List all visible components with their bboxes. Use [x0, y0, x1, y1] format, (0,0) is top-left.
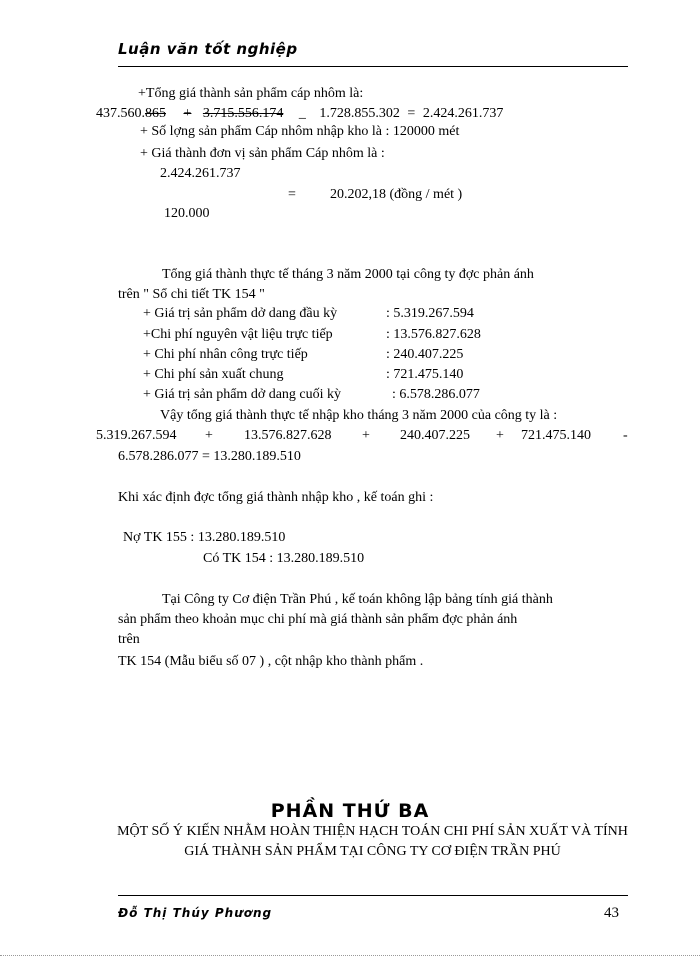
unit-price-label: + Giá thành đơn vị sản phẩm Cáp nhôm là : — [140, 146, 385, 161]
eq-term-a: 437.560. — [96, 106, 145, 121]
closing-para-line2: sản phẩm theo khoản mục chi phí mà giá thành sản phẩm đợc phản ánh — [118, 612, 518, 627]
journal-debit: Nợ TK 155 : 13.280.189.510 — [123, 530, 286, 545]
running-header: Luận văn tốt nghiệp — [118, 40, 298, 58]
cost-item-label: + Giá trị sản phẩm dở dang cuối kỳ — [143, 387, 342, 402]
unit-price-result: 20.202,18 (đồng / mét ) — [330, 187, 463, 202]
sum-term: 5.319.267.594 — [96, 428, 177, 443]
cost-item-value: : 240.407.225 — [386, 347, 464, 362]
cost-item-value: : 6.578.286.077 — [392, 387, 480, 402]
sum-term: 240.407.225 — [400, 428, 470, 443]
fraction-denominator: 120.000 — [164, 206, 210, 221]
page-edge-dotted-line — [0, 955, 700, 956]
part-title: PHẦN THỨ BA — [270, 800, 430, 822]
eq-result: 2.424.261.737 — [422, 106, 504, 121]
eq-plus: + — [183, 106, 192, 121]
cable-cost-heading: +Tổng giá thành sản phẩm cáp nhôm là: — [138, 86, 364, 101]
sum-expression — [0, 428, 700, 448]
part-subtitle: MỘT SỐ Ý KIẾN NHẰM HOÀN THIỆN HẠCH TOÁN CHI PHÍ SẢN XUẤT VÀ TÍNH GIÁ THÀNH SẢN PHẨM TẠI CÔNG TY CƠ ĐIỆN TRẦN PHÚ — [117, 824, 628, 859]
fraction-numerator: 2.424.261.737 — [160, 166, 241, 181]
cable-cost-equation — [96, 106, 503, 122]
cost-item-value: : 5.319.267.594 — [386, 306, 474, 321]
closing-para-line4: TK 154 (Mẫu biểu số 07 ) , cột nhập kho thành phẩm . — [118, 654, 424, 669]
closing-para-line1: Tại Công ty Cơ điện Trần Phú , kế toán không lập bảng tính giá thành — [162, 592, 553, 607]
cost-item-label: +Chi phí nguyên vật liệu trực tiếp — [143, 327, 333, 342]
footer-author: Đỗ Thị Thúy Phương — [118, 906, 273, 920]
sum-line2: 6.578.286.077 = 13.280.189.510 — [118, 449, 301, 464]
sum-operator: - — [623, 428, 628, 443]
cost-item-label: + Giá trị sản phẩm dở dang đầu kỳ — [143, 306, 338, 321]
eq-term-b: 3.715.556.174 — [202, 106, 284, 121]
eq-equals: = — [407, 106, 416, 121]
total-cost-para-line2: trên " Sổ chi tiết TK 154 " — [118, 287, 265, 302]
sum-operator: + — [362, 428, 370, 443]
cost-item-value: : 13.576.827.628 — [386, 327, 481, 342]
header-rule — [118, 66, 628, 67]
cable-quantity: + Số lợng sản phẩm Cáp nhôm nhập kho là : 120000 mét — [140, 124, 460, 139]
page-number: 43 — [604, 905, 619, 921]
closing-para-line3: trên — [118, 632, 140, 647]
fraction-equals: = — [288, 187, 296, 202]
eq-term-c: 1.728.855.302 — [319, 106, 400, 121]
journal-intro: Khi xác định đợc tổng giá thành nhập kho , kế toán ghi : — [118, 490, 434, 505]
sum-operator: + — [205, 428, 213, 443]
sum-operator: + — [496, 428, 504, 443]
total-cost-para-line1: Tổng giá thành thực tế tháng 3 năm 2000 tại công ty đợc phản ánh — [162, 267, 534, 282]
total-line: Vậy tổng giá thành thực tế nhập kho tháng 3 năm 2000 của công ty là : — [160, 408, 558, 423]
cost-item-value: : 721.475.140 — [386, 367, 464, 382]
eq-term-a-struck: 865 — [145, 106, 166, 121]
eq-minus: _ — [298, 106, 306, 121]
sum-term: 721.475.140 — [521, 428, 591, 443]
cost-item-label: + Chi phí sản xuất chung — [143, 367, 284, 382]
journal-credit: Có TK 154 : 13.280.189.510 — [203, 551, 365, 566]
footer-rule — [118, 895, 628, 896]
cost-item-label: + Chi phí nhân công trực tiếp — [143, 347, 308, 362]
sum-term: 13.576.827.628 — [244, 428, 332, 443]
